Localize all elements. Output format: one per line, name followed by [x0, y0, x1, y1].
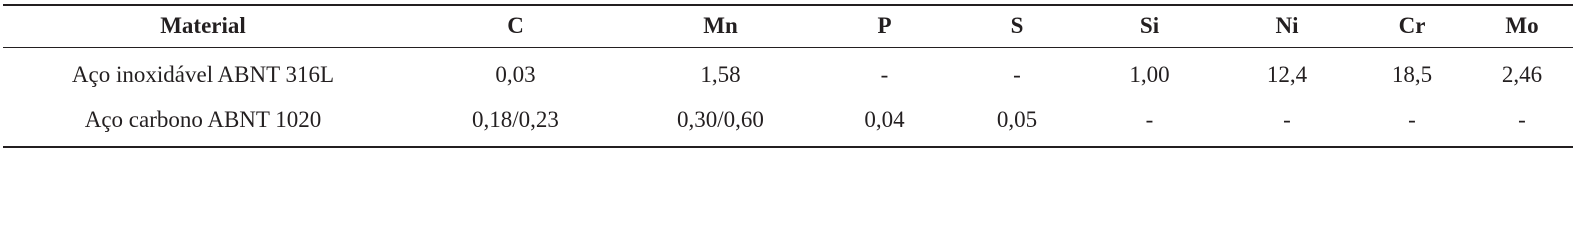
cell-nickel: 12,4 [1266, 62, 1308, 88]
header-carbon: C [403, 5, 628, 47]
chemical-composition-table [3, 4, 1573, 148]
header-phosphorus: P [813, 5, 956, 47]
cell-sulfur: 0,05 [956, 97, 1078, 147]
header-chromium: Cr [1353, 5, 1471, 47]
header-row [3, 5, 1573, 47]
header-manganese: Mn [628, 5, 813, 47]
header-sulfur: S [956, 5, 1078, 47]
cell-manganese: 0,30/0,60 [628, 97, 813, 147]
table-row [3, 47, 1573, 97]
table-row [3, 97, 1573, 147]
header-molybdenum: Mo [1471, 5, 1573, 47]
cell-manganese: 1,58 [700, 62, 741, 88]
cell-material: Aço carbono ABNT 1020 [3, 97, 403, 147]
table-header [3, 5, 1573, 47]
cell-nickel: - [1221, 97, 1353, 147]
cell-sulfur: - [1013, 62, 1021, 88]
cell-silicon: 1,00 [1129, 62, 1170, 88]
cell-material: Aço inoxidável ABNT 316L [71, 62, 335, 88]
cell-silicon: - [1078, 97, 1221, 147]
cell-chromium: - [1353, 97, 1471, 147]
cell-molybdenum: 2,46 [1501, 62, 1543, 88]
header-nickel: Ni [1221, 5, 1353, 47]
table-body [3, 47, 1573, 147]
cell-molybdenum: - [1471, 97, 1573, 147]
cell-carbon: 0,18/0,23 [403, 97, 628, 147]
cell-phosphorus: 0,04 [813, 97, 956, 147]
cell-chromium: 18,5 [1391, 62, 1433, 88]
header-silicon: Si [1078, 5, 1221, 47]
cell-phosphorus: - [880, 62, 889, 88]
cell-carbon: 0,03 [495, 62, 536, 88]
header-material: Material [3, 5, 403, 47]
